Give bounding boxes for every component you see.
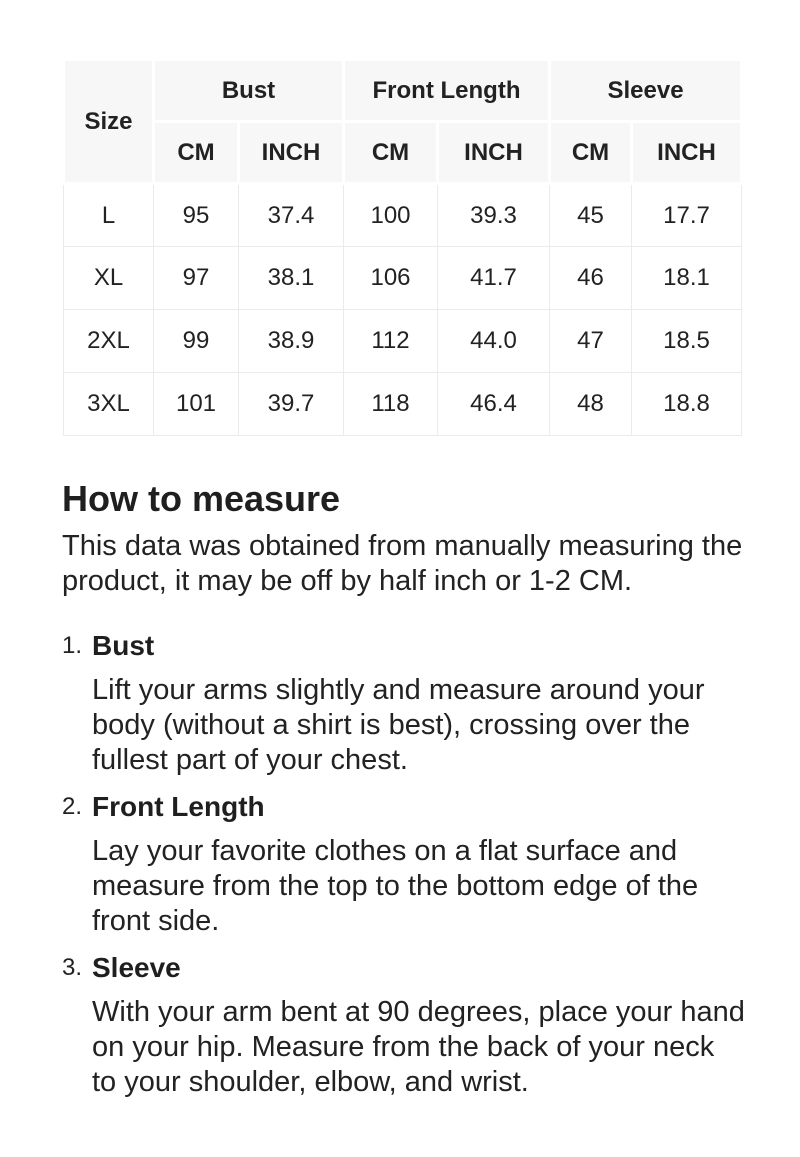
item-text-line: Lift your arms slightly and measure around your bbox=[92, 674, 705, 706]
table-row bbox=[64, 373, 742, 436]
item-number: 1. bbox=[62, 632, 83, 659]
value-cell: 95 bbox=[154, 184, 239, 247]
value-cell: 38.9 bbox=[239, 310, 344, 373]
value-cell: 44.0 bbox=[438, 310, 550, 373]
item-text-line: Lay your favorite clothes on a flat surface and bbox=[92, 835, 678, 867]
unit-header-cm: CM bbox=[154, 122, 239, 184]
item-text-line: body (without a shirt is best), crossing over the bbox=[92, 709, 690, 741]
table-row bbox=[64, 184, 742, 247]
item-number: 2. bbox=[62, 793, 83, 820]
item-text-line: on your hip. Measure from the back of your neck bbox=[92, 1031, 715, 1063]
item-text-line: to your shoulder, elbow, and wrist. bbox=[92, 1066, 529, 1098]
unit-header-cm: CM bbox=[344, 122, 438, 184]
list-item-sleeve bbox=[62, 950, 750, 1100]
item-text bbox=[92, 834, 750, 939]
value-cell: 46 bbox=[550, 247, 632, 310]
item-title-front-length: Front Length bbox=[92, 791, 265, 822]
intro-line: product, it may be off by half inch or 1-2 CM. bbox=[62, 565, 633, 597]
table-row bbox=[64, 310, 742, 373]
value-cell: 18.5 bbox=[632, 310, 742, 373]
table-header-bust: Bust bbox=[154, 60, 344, 122]
item-text bbox=[92, 673, 750, 778]
value-cell: 106 bbox=[344, 247, 438, 310]
size-cell: L bbox=[64, 184, 154, 247]
value-cell: 118 bbox=[344, 373, 438, 436]
value-cell: 101 bbox=[154, 373, 239, 436]
value-cell: 112 bbox=[344, 310, 438, 373]
unit-header-inch: INCH bbox=[632, 122, 742, 184]
value-cell: 46.4 bbox=[438, 373, 550, 436]
item-title-bust: Bust bbox=[92, 630, 155, 661]
list-item-bust bbox=[62, 628, 750, 778]
value-cell: 41.7 bbox=[438, 247, 550, 310]
item-content bbox=[92, 628, 750, 778]
item-text-line: measure from the top to the bottom edge of the bbox=[92, 870, 699, 902]
size-chart-table bbox=[62, 58, 743, 436]
value-cell: 39.7 bbox=[239, 373, 344, 436]
value-cell: 97 bbox=[154, 247, 239, 310]
value-cell: 18.8 bbox=[632, 373, 742, 436]
size-cell: 3XL bbox=[64, 373, 154, 436]
value-cell: 17.7 bbox=[632, 184, 742, 247]
item-text-line: front side. bbox=[92, 905, 220, 937]
value-cell: 45 bbox=[550, 184, 632, 247]
unit-header-cm: CM bbox=[550, 122, 632, 184]
measure-instructions-list bbox=[62, 628, 750, 1100]
table-header-sleeve: Sleeve bbox=[550, 60, 742, 122]
size-cell: XL bbox=[64, 247, 154, 310]
value-cell: 38.1 bbox=[239, 247, 344, 310]
value-cell: 39.3 bbox=[438, 184, 550, 247]
item-content bbox=[92, 950, 750, 1100]
how-to-measure-heading: How to measure bbox=[62, 478, 341, 519]
item-title-sleeve: Sleeve bbox=[92, 952, 181, 983]
table-header-front-length: Front Length bbox=[344, 60, 550, 122]
item-text-line: With your arm bent at 90 degrees, place your hand bbox=[92, 996, 745, 1028]
item-text-line: fullest part of your chest. bbox=[92, 744, 408, 776]
intro-paragraph bbox=[62, 529, 750, 599]
item-text bbox=[92, 995, 750, 1100]
item-number: 3. bbox=[62, 954, 83, 981]
value-cell: 37.4 bbox=[239, 184, 344, 247]
list-item-front-length bbox=[62, 789, 750, 939]
value-cell: 18.1 bbox=[632, 247, 742, 310]
size-cell: 2XL bbox=[64, 310, 154, 373]
value-cell: 47 bbox=[550, 310, 632, 373]
intro-line: This data was obtained from manually measuring the bbox=[62, 530, 743, 562]
value-cell: 100 bbox=[344, 184, 438, 247]
value-cell: 99 bbox=[154, 310, 239, 373]
table-header-size: Size bbox=[64, 60, 154, 184]
table-row bbox=[64, 247, 742, 310]
unit-header-inch: INCH bbox=[239, 122, 344, 184]
unit-header-inch: INCH bbox=[438, 122, 550, 184]
value-cell: 48 bbox=[550, 373, 632, 436]
item-content bbox=[92, 789, 750, 939]
